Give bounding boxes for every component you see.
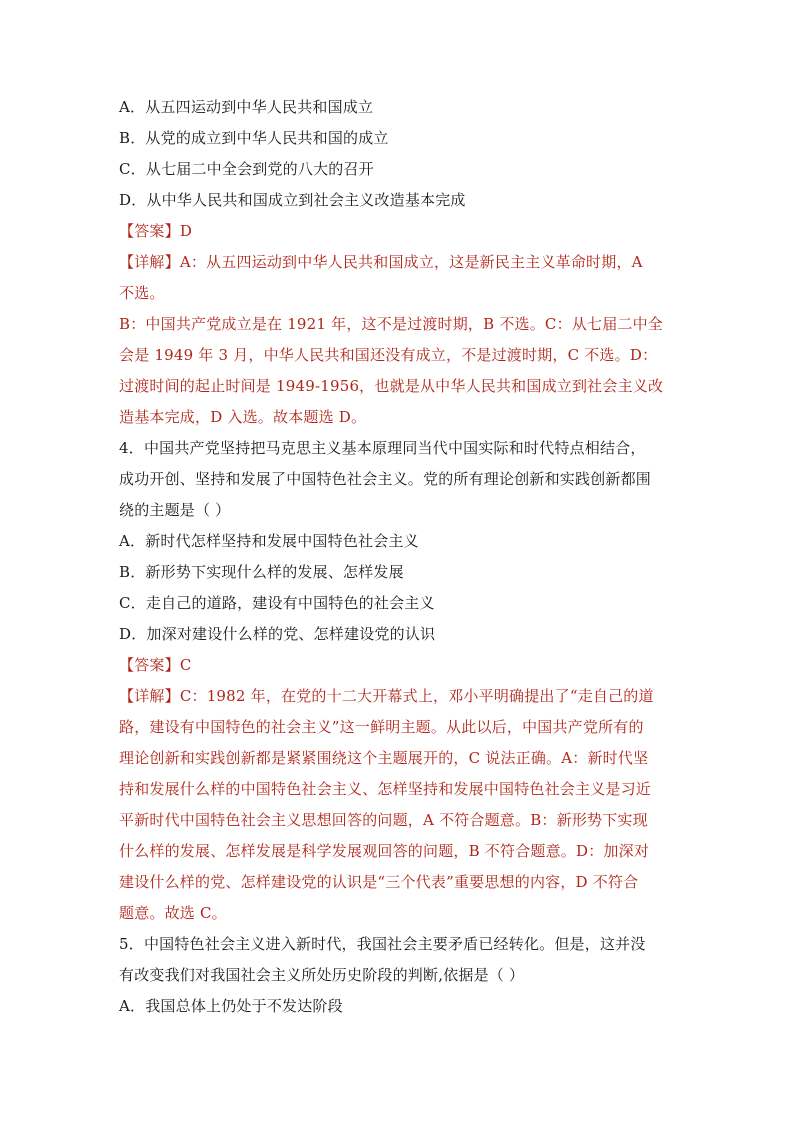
q4-explain-line-4: 持和发展什么样的中国特色社会主义、怎样坚持和发展中国特色社会主义是习近 xyxy=(119,780,652,798)
q3-explain-line-2: 不选。 xyxy=(119,284,165,302)
q3-answer xyxy=(119,216,681,247)
q4-stem-line-2: 成功开创、坚持和发展了中国特色社会主义。党的所有理论创新和实践创新都围 xyxy=(119,470,652,488)
q3-explain-line-6: 造基本完成，D 入选。故本题选 D。 xyxy=(119,408,367,426)
answer-label: 【答案】 xyxy=(119,222,180,240)
q4-explain-line-8: 题意。故选 C。 xyxy=(119,904,227,922)
document-page xyxy=(119,92,681,1022)
explain-label: 【详解】 xyxy=(119,687,180,705)
q4-stem-line-1: 4．中国共产党坚持把马克思主义基本原理同当代中国实际和时代特点相结合， xyxy=(119,439,646,457)
q5-stem-line-1: 5．中国特色社会主义进入新时代，我国社会主要矛盾已经转化。但是，这并没 xyxy=(119,935,646,953)
q4-explain-line-6: 什么样的发展、怎样发展是科学发展观回答的问题，B 不符合题意。D：加深对 xyxy=(119,842,650,860)
q4-explain-line-7: 建设什么样的党、怎样建设党的认识是“三个代表”重要思想的内容，D 不符合 xyxy=(119,873,639,891)
q3-explain-line-1: 【详解】A：从五四运动到中华人民共和国成立，这是新民主主义革命时期，A xyxy=(119,253,643,271)
q4-option-b: B．新形势下实现什么样的发展、怎样发展 xyxy=(119,563,404,581)
q4-explain-line-5: 平新时代中国特色社会主义思想回答的问题，A 不符合题意。B：新形势下实现 xyxy=(119,811,648,829)
answer-value: D xyxy=(179,222,193,240)
q5-option-a: A．我国总体上仍处于不发达阶段 xyxy=(119,997,343,1015)
q3-option-b: B．从党的成立到中华人民共和国的成立 xyxy=(119,129,389,147)
q4-option-a: A．新时代怎样坚持和发展中国特色社会主义 xyxy=(119,532,419,550)
q3-option-d: D．从中华人民共和国成立到社会主义改造基本完成 xyxy=(119,191,466,209)
q3-option-a: A．从五四运动到中华人民共和国成立 xyxy=(119,98,374,116)
explain-label: 【详解】 xyxy=(119,253,180,271)
answer-value: C xyxy=(179,656,192,674)
q4-option-d: D．加深对建设什么样的党、怎样建设党的认识 xyxy=(119,625,436,643)
q3-explain-line-5: 过渡时间的起止时间是 1949-1956，也就是从中华人民共和国成立到社会主义改 xyxy=(119,377,664,395)
q4-explain-line-1: 【详解】C：1982 年，在党的十二大开幕式上，邓小平明确提出了“走自己的道 xyxy=(119,687,654,705)
q4-explain-line-3: 理论创新和实践创新都是紧紧围绕这个主题展开的，C 说法正确。A：新时代坚 xyxy=(119,749,649,767)
answer-label: 【答案】 xyxy=(119,656,180,674)
q4-stem-line-3: 绕的主题是（ ） xyxy=(119,501,231,519)
q4-option-c: C．走自己的道路，建设有中国特色的社会主义 xyxy=(119,594,435,612)
q3-explain-line-3: B：中国共产党成立是在 1921 年，这不是过渡时期，B 不选。C：从七届二中全 xyxy=(119,315,664,333)
q3-explain-line-4: 会是 1949 年 3 月，中华人民共和国还没有成立，不是过渡时期，C 不选。D： xyxy=(119,346,658,364)
q3-option-c: C．从七届二中全会到党的八大的召开 xyxy=(119,160,374,178)
q5-stem-line-2: 有改变我们对我国社会主义所处历史阶段的判断,依据是（ ） xyxy=(119,966,525,984)
q4-answer xyxy=(119,650,681,681)
q4-explain-line-2: 路，建设有中国特色的社会主义”这一鲜明主题。从此以后，中国共产党所有的 xyxy=(119,718,644,736)
